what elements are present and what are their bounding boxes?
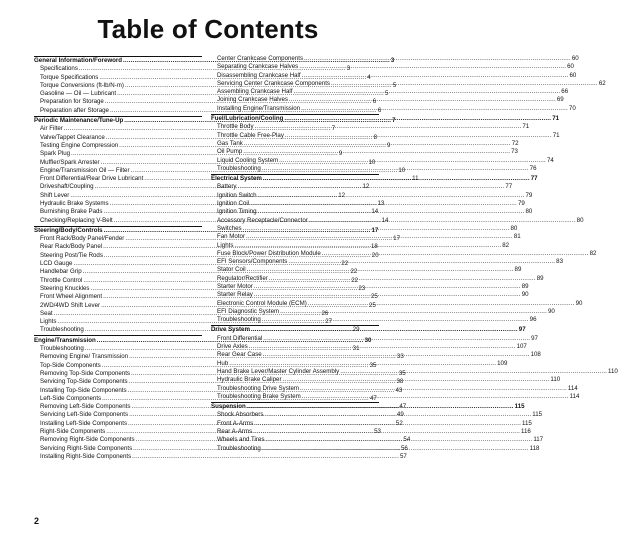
toc-entry-page: 38 bbox=[396, 378, 404, 386]
toc-entry-label: General Information/Foreword bbox=[34, 56, 123, 64]
toc-entry-label: Joining Crankcase Halves bbox=[217, 96, 288, 104]
dot-leader bbox=[132, 453, 399, 461]
toc-entry-page: 7 bbox=[331, 125, 336, 133]
toc-entry-label: Shift Lever bbox=[40, 191, 70, 199]
dot-leader bbox=[309, 217, 576, 225]
toc-entry-page: 17 bbox=[393, 235, 401, 243]
toc-entry-label: Accessory Receptacle/Connector bbox=[217, 216, 308, 224]
toc-entry-page: 8 bbox=[373, 133, 378, 141]
toc-entry-label: Steering Post/Tie Rods bbox=[40, 251, 103, 259]
toc-entry-label: Lights bbox=[40, 318, 57, 326]
toc-entry-page: 115 bbox=[522, 419, 532, 427]
toc-entry-page: 56 bbox=[401, 444, 408, 452]
dot-leader bbox=[250, 200, 517, 208]
toc-entry-label: Assembling Crankcase Half bbox=[217, 88, 293, 96]
toc-entry[interactable] bbox=[211, 291, 529, 299]
toc-entry-label: Electrical System bbox=[211, 175, 262, 183]
toc-entry-label: Gasoline — Oil — Lubricant bbox=[40, 90, 117, 98]
toc-entry[interactable] bbox=[211, 258, 564, 266]
toc-entry-page: 80 bbox=[525, 208, 533, 216]
toc-entry-page: 47 bbox=[369, 394, 377, 402]
dot-leader bbox=[283, 376, 550, 384]
toc-entry-page: 27 bbox=[325, 318, 333, 326]
toc-entry-page: 31 bbox=[352, 345, 360, 353]
dot-leader bbox=[264, 411, 531, 419]
toc-entry-page: 9 bbox=[387, 141, 391, 149]
toc-entry-label: Troubleshooting bbox=[40, 345, 84, 353]
toc-entry[interactable] bbox=[211, 131, 560, 140]
toc-entry-label: Steering Knuckles bbox=[40, 284, 90, 292]
toc-entry-label: Fuse Block/Power Distribution Module bbox=[217, 249, 321, 257]
toc-entry[interactable] bbox=[211, 71, 577, 80]
toc-entry-label: Removing Top-Side Components bbox=[40, 369, 130, 377]
dot-leader bbox=[254, 283, 521, 291]
toc-entry-label: Servicing Left-Side Components bbox=[40, 411, 129, 419]
toc-entry-label: Oil Pump bbox=[217, 148, 243, 156]
toc-entry[interactable] bbox=[211, 334, 538, 343]
dot-leader bbox=[340, 368, 607, 376]
toc-entry-label: Left-Side Components bbox=[40, 394, 102, 402]
toc-entry-label: Liquid Cooling System bbox=[217, 156, 279, 164]
toc-entry-page: 72 bbox=[511, 139, 519, 147]
toc-entry-label: LCD Gauge bbox=[40, 260, 73, 268]
toc-entry-label: Installing Engine/Transmission bbox=[217, 104, 301, 112]
toc-entry-label: Center Crankcase Components bbox=[217, 55, 304, 62]
dot-leader bbox=[237, 183, 504, 191]
dot-leader bbox=[288, 258, 555, 266]
dot-leader bbox=[229, 360, 496, 368]
toc-entry[interactable] bbox=[211, 316, 537, 324]
toc-entry-label: Periodic Maintenance/Tune-Up bbox=[34, 117, 124, 125]
toc-entry-page: 47 bbox=[399, 403, 407, 411]
toc-entry[interactable] bbox=[211, 428, 531, 436]
toc-entry[interactable] bbox=[211, 307, 555, 316]
toc-entry-page: 30 bbox=[364, 336, 372, 344]
toc-entry-page: 22 bbox=[341, 260, 349, 268]
toc-entry-page: 77 bbox=[505, 183, 513, 191]
dot-leader bbox=[247, 266, 514, 274]
toc-entry[interactable] bbox=[211, 191, 533, 200]
dot-leader bbox=[289, 96, 556, 104]
toc-entry-page: 79 bbox=[517, 200, 525, 208]
toc-entry[interactable] bbox=[211, 148, 518, 156]
toc-entry-label: Troubleshooting bbox=[217, 444, 261, 452]
dot-leader bbox=[244, 140, 511, 148]
toc-entry[interactable] bbox=[211, 274, 544, 283]
toc-entry-page: 97 bbox=[531, 334, 538, 342]
dot-leader bbox=[249, 343, 516, 351]
dot-leader bbox=[234, 242, 501, 250]
toc-entry-label: Driveshaft/Coupling bbox=[40, 183, 94, 191]
toc-entry-label: Starter Motor bbox=[217, 282, 253, 290]
dot-leader bbox=[254, 420, 521, 428]
dot-leader bbox=[251, 326, 518, 334]
dot-leader bbox=[263, 335, 530, 343]
toc-entry-label: Suspension bbox=[211, 403, 246, 411]
toc-entry-page: 77 bbox=[530, 175, 538, 183]
toc-entry-page: 4 bbox=[367, 73, 371, 81]
toc-entry-label: Rear Gear Case bbox=[217, 351, 262, 359]
toc-entry-page: 3 bbox=[390, 56, 395, 64]
toc-entry-label: Shock Absorbers bbox=[217, 411, 264, 419]
toc-entry-page: 115 bbox=[532, 411, 543, 419]
toc-entry-page: 14 bbox=[381, 216, 389, 224]
toc-entry[interactable] bbox=[211, 282, 529, 291]
toc-entry-label: Installing Left-Side Components bbox=[40, 419, 128, 427]
toc-entry-page: 60 bbox=[567, 63, 574, 71]
toc-entry[interactable] bbox=[211, 392, 580, 401]
toc-entry-label: Removing Engine/ Transmission bbox=[40, 353, 129, 361]
toc-entry-page: 29 bbox=[352, 326, 360, 334]
toc-entry-label: Servicing Right-Side Components bbox=[40, 444, 133, 452]
toc-entry[interactable] bbox=[211, 224, 518, 233]
toc-entry-page: 7 bbox=[392, 117, 396, 125]
toc-entry[interactable] bbox=[211, 359, 508, 368]
dot-leader bbox=[293, 88, 560, 96]
toc-entry-page: 12 bbox=[338, 191, 346, 199]
dot-leader bbox=[280, 308, 547, 316]
toc-entry-page: 3 bbox=[346, 65, 351, 73]
toc-entry[interactable] bbox=[211, 55, 579, 63]
toc-entry[interactable] bbox=[211, 266, 522, 274]
toc-entry-label: Ignition Switch bbox=[217, 191, 257, 199]
toc-entry-page: 10 bbox=[398, 166, 406, 174]
toc-entry[interactable] bbox=[211, 123, 530, 131]
toc-entry-page: 35 bbox=[369, 361, 377, 369]
toc-entry-label: Lights bbox=[217, 241, 234, 249]
toc-entry-page: 66 bbox=[561, 88, 569, 96]
toc-entry-label: Switches bbox=[217, 224, 242, 232]
toc-entry-label: Disassembling Crankcase Half bbox=[217, 71, 301, 79]
toc-entry-page: 14 bbox=[371, 208, 379, 216]
toc-entry-label: EFI Sensors/Components bbox=[217, 258, 288, 266]
dot-leader bbox=[247, 403, 514, 411]
toc-entry-page: 6 bbox=[377, 106, 382, 114]
dot-leader bbox=[258, 192, 525, 200]
toc-entry-page: 73 bbox=[511, 148, 518, 156]
toc-entry[interactable] bbox=[211, 104, 576, 114]
toc-entry-label: Engine/Transmission bbox=[34, 336, 96, 344]
toc-entry-page: 49 bbox=[396, 411, 404, 419]
toc-entry[interactable] bbox=[211, 208, 533, 216]
toc-entry-label: Troubleshooting Brake System bbox=[217, 392, 301, 400]
dot-leader bbox=[262, 445, 529, 453]
toc-entry-page: 71 bbox=[552, 131, 560, 139]
toc-entry-page: 96 bbox=[529, 316, 537, 324]
toc-entry-page: 62 bbox=[598, 79, 606, 87]
toc-section-heading[interactable] bbox=[211, 326, 526, 334]
toc-entry[interactable] bbox=[211, 139, 519, 148]
toc-entry-label: Muffler/Spark Arrester bbox=[40, 158, 100, 166]
toc-entry-label: Front Rack/Body Panel/Fender bbox=[40, 235, 125, 243]
toc-entry-page: 71 bbox=[552, 115, 560, 123]
toc-entry-page: 80 bbox=[576, 216, 584, 224]
toc-entry-page: 89 bbox=[536, 274, 544, 282]
toc-entry-label: Drive Axles bbox=[217, 343, 248, 351]
toc-entry-page: 25 bbox=[370, 293, 378, 301]
dot-leader bbox=[269, 275, 536, 283]
dot-leader bbox=[299, 63, 566, 71]
toc-entry[interactable] bbox=[34, 452, 407, 461]
dot-leader bbox=[243, 225, 510, 233]
toc-entry-page: 10 bbox=[368, 158, 376, 166]
toc-entry-label: Drive System bbox=[211, 326, 250, 334]
toc-entry-page: 54 bbox=[403, 436, 411, 444]
toc-entry-page: 17 bbox=[371, 226, 379, 234]
toc-entry-label: Starter Relay bbox=[217, 291, 253, 299]
toc-entry-label: Steering/Body/Controls bbox=[34, 226, 103, 234]
toc-entry-label: Fan Motor bbox=[217, 233, 245, 241]
toc-entry-label: Torque Specifications bbox=[40, 73, 99, 81]
toc-entry-label: Engine/Transmission Oil — Filter bbox=[40, 166, 130, 174]
dot-leader bbox=[302, 393, 569, 401]
dot-leader bbox=[331, 80, 598, 88]
toc-entry-label: Servicing Top-Side Components bbox=[40, 378, 128, 386]
toc-entry-label: Handlebar Grip bbox=[40, 268, 82, 276]
dot-leader bbox=[255, 123, 522, 131]
toc-entry-page: 76 bbox=[529, 164, 537, 172]
toc-entry-label: Preparation for Storage bbox=[40, 98, 104, 106]
toc-entry-page: 90 bbox=[575, 299, 583, 307]
toc-entry-label: Gas Tank bbox=[217, 139, 243, 147]
toc-entry-page: 82 bbox=[502, 241, 510, 249]
toc-entry-page: 79 bbox=[525, 191, 533, 199]
toc-entry-page: 81 bbox=[513, 233, 521, 241]
toc-entry-page: 5 bbox=[392, 81, 397, 89]
toc-entry-label: Front Differential bbox=[217, 334, 263, 342]
toc-entry-page: 43 bbox=[395, 386, 403, 394]
dot-leader bbox=[265, 436, 532, 444]
dot-leader bbox=[279, 157, 546, 165]
toc-entry-page: 89 bbox=[514, 266, 522, 274]
toc-entry-page: 110 bbox=[608, 367, 618, 375]
toc-entry[interactable] bbox=[211, 241, 510, 250]
toc-entry-page: 74 bbox=[546, 156, 554, 164]
toc-entry-label: Hand Brake Lever/Master Cylinder Assembly bbox=[217, 367, 340, 375]
dot-leader bbox=[246, 233, 513, 241]
toc-entry-page: 25 bbox=[368, 301, 376, 309]
toc-entry-label: Burnishing Brake Pads bbox=[40, 208, 103, 216]
toc-entry-label: Stator Coil bbox=[217, 266, 246, 274]
toc-entry-label: Ignition Timing bbox=[217, 208, 257, 216]
toc-entry-page: 26 bbox=[321, 309, 329, 317]
toc-entry-label: Ignition Coil bbox=[217, 200, 250, 208]
page-number: 2 bbox=[34, 516, 40, 526]
dot-leader bbox=[301, 105, 568, 113]
toc-entry-page: 13 bbox=[377, 200, 385, 208]
toc-entry[interactable] bbox=[211, 96, 564, 104]
toc-entry-label: Troubleshooting bbox=[217, 164, 261, 172]
toc-entry-label: Troubleshooting Drive System bbox=[217, 384, 300, 392]
toc-entry-page: 23 bbox=[358, 284, 366, 292]
toc-entry-label: Rear Rack/Body Panel bbox=[40, 243, 103, 251]
dot-leader bbox=[302, 72, 569, 80]
toc-entry[interactable] bbox=[211, 156, 554, 165]
toc-entry-label: Hub bbox=[217, 359, 229, 367]
toc-entry-page: 82 bbox=[589, 249, 597, 257]
toc-entry-label: Spark Plug bbox=[40, 150, 71, 158]
toc-entry-page: 80 bbox=[510, 224, 518, 232]
toc-entry-label: Wheels and Tires bbox=[217, 436, 265, 444]
dot-leader bbox=[322, 250, 589, 258]
toc-entry-label: Top-Side Components bbox=[40, 361, 101, 369]
toc-entry-page: 6 bbox=[372, 98, 377, 106]
toc-entry-page: 109 bbox=[497, 359, 508, 367]
dot-leader bbox=[254, 291, 521, 299]
toc-entry-label: EFI Diagnostic System bbox=[217, 307, 280, 315]
dot-leader bbox=[263, 175, 530, 183]
dot-leader bbox=[308, 300, 575, 308]
toc-section-heading[interactable] bbox=[211, 115, 560, 123]
toc-entry-label: Preparation after Storage bbox=[40, 106, 109, 114]
toc-entry-page: 117 bbox=[533, 436, 544, 444]
toc-entry-page: 20 bbox=[371, 251, 379, 259]
toc-entry-label: Servicing Center Crankcase Components bbox=[217, 79, 330, 87]
toc-entry-label: Electronic Control Module (ECM) bbox=[217, 299, 307, 307]
toc-entry-page: 69 bbox=[556, 96, 564, 104]
toc-entry[interactable] bbox=[211, 183, 513, 191]
dot-leader bbox=[304, 55, 571, 63]
toc-entry-page: 35 bbox=[398, 369, 406, 377]
toc-entry-label: Checking/Replacing V-Belt bbox=[40, 216, 113, 224]
toc-entry-page: 118 bbox=[529, 444, 540, 452]
toc-entry-label: Front Wheel Alignment bbox=[40, 293, 103, 301]
dot-leader bbox=[243, 148, 510, 156]
toc-entry-label: Rear A-Arms bbox=[217, 428, 253, 435]
toc-entry-label: Air Filter bbox=[40, 125, 63, 133]
toc-entry-page: 114 bbox=[567, 384, 578, 392]
toc-entry-label: Installing Top-Side Components bbox=[40, 386, 127, 394]
dot-leader bbox=[300, 385, 567, 393]
toc-entry-label: Hydraulic Brake Systems bbox=[40, 200, 109, 208]
dot-leader bbox=[262, 165, 529, 173]
toc-entry-page: 83 bbox=[556, 258, 564, 266]
toc-entry[interactable] bbox=[211, 249, 597, 258]
toc-entry-page: 108 bbox=[530, 351, 541, 359]
dot-leader bbox=[258, 208, 525, 216]
toc-entry-label: Front A-Arms bbox=[217, 419, 254, 427]
toc-entry-page: 52 bbox=[395, 419, 403, 427]
toc-entry-page: 97 bbox=[518, 326, 526, 334]
toc-entry-label: Battery bbox=[217, 183, 237, 191]
toc-entry-label: Testing Engine Compression bbox=[40, 141, 119, 149]
toc-entry-page: 57 bbox=[400, 452, 407, 460]
toc-entry-page: 11 bbox=[412, 175, 419, 183]
toc-entry-label: Removing Left-Side Components bbox=[40, 403, 131, 411]
toc-entry-label: Seat bbox=[40, 309, 53, 317]
toc-entry-page: 5 bbox=[384, 90, 389, 98]
toc-entry-label: Fuel/Lubrication/Cooling bbox=[211, 115, 284, 123]
toc-entry-label: Troubleshooting bbox=[40, 326, 84, 334]
dot-leader bbox=[262, 316, 529, 324]
toc-entry-page: 116 bbox=[521, 428, 531, 435]
toc-entry-label: 2WD/4WD Shift Lever bbox=[40, 301, 101, 309]
toc-entry-page: 12 bbox=[362, 183, 370, 191]
toc-entry-label: Regulator/Rectifier bbox=[217, 274, 268, 282]
toc-entry-page: 90 bbox=[547, 307, 555, 315]
toc-entry-label: Valve/Tappet Clearance bbox=[40, 133, 105, 141]
toc-entry-page: 53 bbox=[374, 428, 381, 435]
toc-entry-page: 9 bbox=[338, 150, 343, 158]
toc-entry-label: Separating Crankcase Halves bbox=[217, 63, 299, 71]
toc-entry-page: 22 bbox=[351, 276, 359, 284]
toc-entry-page: 33 bbox=[396, 353, 404, 361]
toc-entry-page: 18 bbox=[370, 243, 378, 251]
toc-entry-label: Specifications bbox=[40, 65, 78, 73]
toc-entry-label: Torque Conversions (ft-lb/N-m) bbox=[40, 81, 124, 89]
dot-leader bbox=[253, 428, 520, 436]
dot-leader bbox=[263, 351, 530, 359]
toc-entry-page: 110 bbox=[550, 376, 561, 384]
toc-entry-label: Throttle Cable Free-Play bbox=[217, 131, 284, 139]
toc-entry-label: Throttle Control bbox=[40, 276, 83, 284]
dot-leader bbox=[284, 115, 551, 123]
toc-entry[interactable] bbox=[211, 79, 606, 88]
toc-entry-page: 71 bbox=[522, 123, 530, 131]
toc-entry-page: 89 bbox=[521, 282, 529, 290]
toc-entry-label: Removing Right-Side Components bbox=[40, 436, 135, 444]
toc-entry[interactable] bbox=[211, 299, 583, 308]
toc-entry[interactable] bbox=[211, 63, 574, 71]
toc-entry-page: 115 bbox=[514, 403, 525, 411]
toc-entry-label: Throttle Body bbox=[217, 123, 254, 131]
toc-entry[interactable] bbox=[211, 343, 527, 351]
toc-entry-page: 22 bbox=[350, 268, 358, 276]
toc-entry-page: 114 bbox=[569, 392, 580, 400]
toc-entry-page: 70 bbox=[568, 104, 576, 112]
toc-entry-label: Installing Right-Side Components bbox=[40, 452, 132, 460]
toc-entry-label: Front Differential/Rear Drive Lubricant bbox=[40, 175, 144, 183]
toc-entry-label: Right-Side Components bbox=[40, 428, 106, 435]
toc-entry[interactable] bbox=[211, 88, 569, 96]
page-title: Table of Contents bbox=[97, 14, 319, 44]
toc-entry-label: Hydraulic Brake Caliper bbox=[217, 376, 282, 384]
toc-entry-page: 60 bbox=[571, 55, 579, 62]
toc-entry-page: 107 bbox=[516, 343, 527, 351]
toc-entry-label: Troubleshooting bbox=[217, 316, 261, 324]
dot-leader bbox=[285, 132, 552, 140]
toc-entry-page: 90 bbox=[521, 291, 529, 299]
toc-entry-page: 60 bbox=[569, 71, 577, 79]
